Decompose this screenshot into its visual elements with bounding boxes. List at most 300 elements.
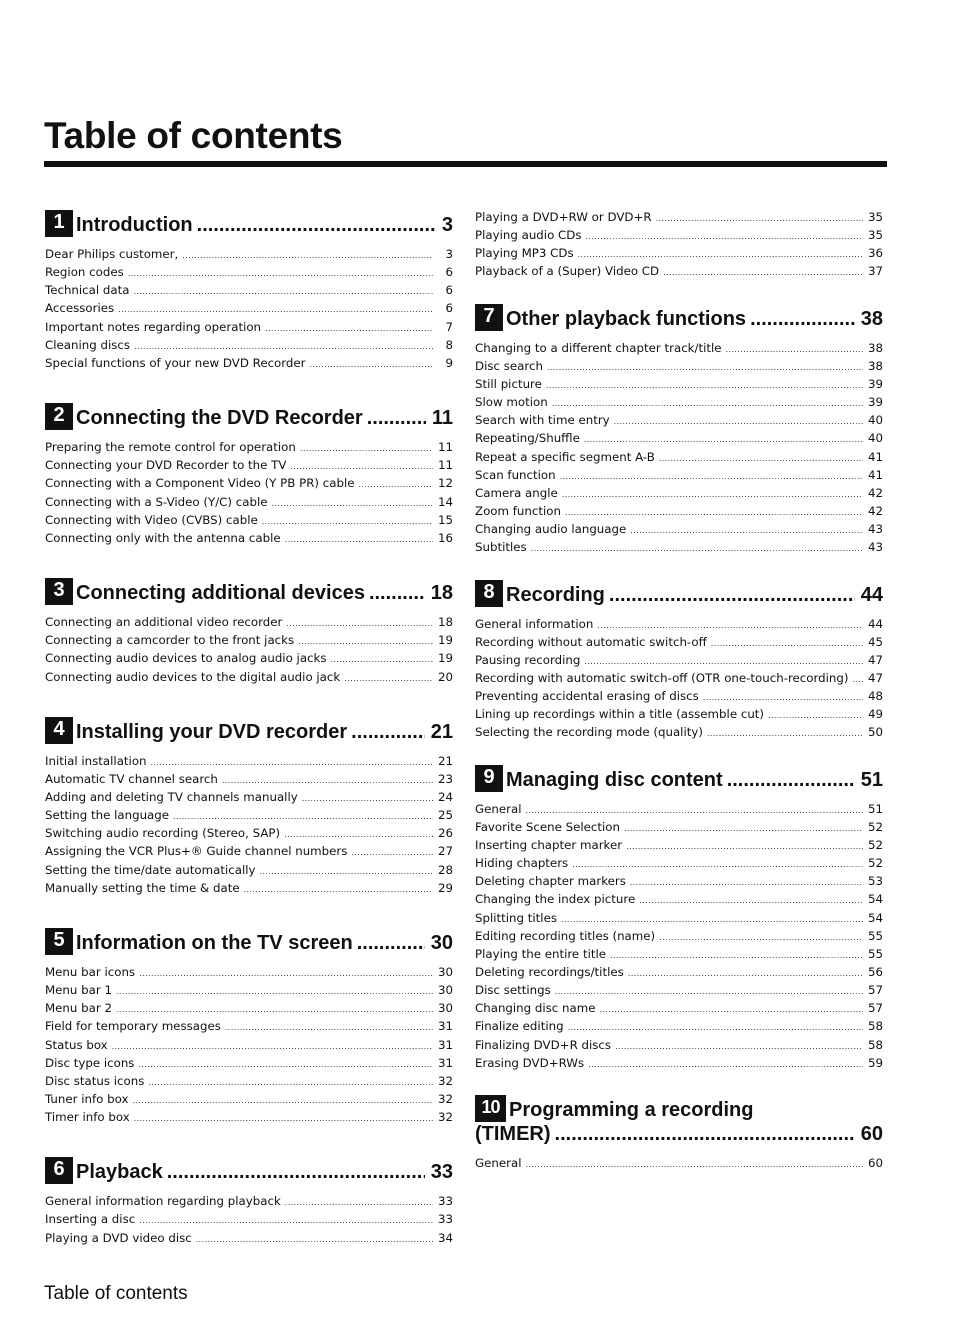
dot-leader [138, 1056, 433, 1073]
entry-page-number: 8 [445, 337, 453, 352]
entry-title: General [475, 1155, 522, 1170]
section-heading [475, 304, 883, 331]
entry-page-number: 38 [867, 340, 883, 355]
toc-entry [475, 1155, 883, 1173]
dot-leader [112, 1038, 433, 1055]
toc-entry [45, 1230, 453, 1248]
entry-title: Playing the entire title [475, 946, 607, 961]
entry-page-number: 29 [437, 880, 453, 895]
toc-entry [475, 706, 883, 724]
toc-entry [45, 880, 453, 898]
toc-entry [475, 263, 883, 281]
entry-page-number: 53 [867, 874, 883, 889]
entry-title: Connecting only with the antenna cable [45, 530, 281, 545]
dot-leader [222, 772, 433, 789]
chapter-number-badge: 10 [475, 1095, 506, 1122]
entry-page-number: 32 [437, 1092, 453, 1106]
entry-page-number: 43 [867, 540, 883, 555]
dot-leader [134, 283, 434, 300]
toc-entry [475, 688, 883, 706]
entry-page-number: 31 [437, 1037, 453, 1052]
dot-leader [546, 377, 863, 394]
toc-entry [45, 1211, 453, 1229]
entry-page-number: 41 [867, 449, 883, 464]
chapter-number-badge: 1 [45, 210, 73, 237]
toc-section [45, 403, 453, 548]
entry-page-number: 6 [445, 283, 453, 298]
entry-page-number: 40 [867, 431, 883, 446]
entry-title: Connecting with Video (CVBS) cable [45, 512, 258, 527]
toc-entry [475, 837, 883, 855]
toc-entry [475, 412, 883, 430]
toc-entry [475, 1055, 883, 1073]
entry-title: Switching audio recording (Stereo, SAP) [45, 826, 281, 841]
dot-leader [331, 651, 433, 668]
entry-page-number: 48 [867, 689, 883, 704]
entry-page-number: 19 [437, 651, 453, 666]
dot-leader [225, 1019, 433, 1036]
toc-entry [475, 891, 883, 909]
entry-page-number: 30 [437, 964, 453, 979]
toc-entry [475, 928, 883, 946]
dot-leader [173, 808, 433, 825]
toc-entry [45, 439, 453, 457]
dot-leader [526, 1156, 864, 1173]
section-heading-line [475, 1095, 883, 1122]
section-heading [475, 765, 883, 792]
entry-title: Technical data [45, 283, 130, 298]
toc-entry [45, 669, 453, 687]
chapter-number-badge: 3 [45, 578, 73, 605]
toc-entry [45, 512, 453, 530]
entry-page-number: 35 [867, 228, 883, 243]
page-title: Table of contents [44, 115, 343, 156]
dot-leader [597, 617, 863, 634]
chapter-number-badge: 2 [45, 403, 73, 430]
section-heading [45, 403, 453, 430]
entry-page-number: 27 [437, 844, 453, 859]
entry-title: Region codes [45, 265, 124, 280]
dot-leader [134, 338, 433, 355]
dot-leader [526, 802, 864, 819]
entry-page-number: 6 [445, 301, 453, 316]
toc-entry [45, 1109, 453, 1127]
dot-leader [639, 892, 863, 909]
toc-entry [45, 246, 453, 264]
toc-entry [475, 964, 883, 982]
toc-entry [475, 982, 883, 1000]
section-page-number: 3 [441, 214, 453, 236]
dot-leader [630, 522, 863, 539]
dot-leader [531, 540, 863, 557]
section-title: Programming a recording [509, 1098, 754, 1121]
entry-title: Search with time entry [475, 413, 610, 428]
toc-entry [45, 753, 453, 771]
entry-title: Selecting the recording mode (quality) [475, 725, 703, 740]
entry-page-number: 58 [867, 1037, 883, 1052]
entry-title: Recording with automatic switch-off (OTR one-touch-recording) [475, 670, 849, 685]
entry-page-number: 59 [867, 1055, 883, 1070]
toc-entry [475, 1037, 883, 1055]
section-page-number: 11 [431, 407, 453, 430]
toc-entry [475, 652, 883, 670]
entry-title: Connecting audio devices to analog audio jacks [45, 651, 327, 666]
section-page-number: 38 [860, 307, 883, 330]
dot-leader [167, 1160, 425, 1184]
entry-page-number: 52 [867, 819, 883, 834]
entry-title: Favorite Scene Selection [475, 819, 620, 834]
dot-leader [369, 581, 425, 605]
title-rule [44, 161, 887, 167]
dot-leader [568, 1019, 863, 1036]
entry-page-number: 45 [867, 634, 883, 649]
toc-entry [475, 539, 883, 557]
dot-leader [128, 265, 433, 282]
entry-title: Automatic TV channel search [45, 771, 218, 786]
entry-page-number: 35 [867, 210, 883, 224]
dot-leader [630, 874, 863, 891]
toc-entry [475, 634, 883, 652]
toc-entry [475, 358, 883, 376]
toc-entry [475, 1000, 883, 1018]
entry-page-number: 6 [445, 265, 453, 280]
dot-leader [628, 965, 863, 982]
entry-title: General information [475, 616, 594, 631]
entry-page-number: 44 [867, 616, 883, 631]
dot-leader [727, 768, 855, 792]
dot-leader [614, 413, 863, 430]
toc-entry [475, 227, 883, 245]
section-heading [45, 578, 453, 605]
section-heading [475, 580, 883, 607]
dot-leader [302, 790, 433, 807]
dot-leader [750, 307, 855, 331]
entry-title: Preparing the remote control for operation [45, 440, 296, 455]
entry-title: Deleting chapter markers [475, 874, 626, 889]
entry-page-number: 52 [867, 856, 883, 871]
dot-leader [624, 820, 863, 837]
entry-title: Connecting a camcorder to the front jacks [45, 633, 295, 648]
toc-entry [45, 789, 453, 807]
chapter-number-badge: 5 [45, 928, 73, 955]
entry-page-number: 60 [867, 1155, 883, 1170]
toc-entry [475, 1018, 883, 1036]
section-title: Information on the TV screen [76, 931, 353, 954]
dot-leader [244, 881, 433, 898]
toc-entry [45, 300, 453, 318]
entry-title: Playing a DVD+RW or DVD+R [475, 210, 652, 224]
entry-title: Adding and deleting TV channels manually [45, 789, 298, 804]
entry-title: General [475, 801, 522, 816]
entry-page-number: 41 [867, 467, 883, 482]
entry-title: Initial installation [45, 753, 147, 768]
toc-entry [45, 650, 453, 668]
toc-entry [475, 467, 883, 485]
entry-page-number: 32 [437, 1073, 453, 1088]
dot-leader [310, 356, 433, 373]
entry-page-number: 43 [867, 522, 883, 537]
entry-title: Disc settings [475, 983, 551, 998]
entry-page-number: 56 [867, 965, 883, 979]
entry-title: Special functions of your new DVD Recorder [45, 355, 306, 370]
dot-leader [584, 653, 863, 670]
entry-title: Connecting an additional video recorder [45, 615, 283, 630]
dot-leader [285, 1194, 433, 1211]
entry-title: Recording without automatic switch-off [475, 634, 707, 649]
dot-leader [659, 450, 863, 467]
toc-entry [475, 873, 883, 891]
toc-entry [45, 337, 453, 355]
dot-leader [711, 635, 863, 652]
dot-leader [265, 320, 433, 337]
toc-entry [475, 209, 883, 227]
dot-leader [703, 689, 863, 706]
entry-page-number: 7 [445, 319, 453, 334]
toc-entry [475, 503, 883, 521]
entry-page-number: 36 [867, 246, 883, 261]
dot-leader [351, 844, 433, 861]
section-page-number: 51 [860, 768, 883, 791]
entry-title: Status box [45, 1037, 108, 1052]
entry-title: Manually setting the time & date [45, 880, 240, 895]
entry-title: Connecting with a Component Video (Y PB PR) cable [45, 476, 355, 491]
dot-leader [197, 213, 436, 237]
dot-leader [298, 633, 433, 650]
entry-title: Lining up recordings within a title (assemble cut) [475, 707, 765, 722]
entry-page-number: 31 [437, 1019, 453, 1034]
section-title: Other playback functions [506, 307, 747, 330]
toc-entry [45, 282, 453, 300]
entry-page-number: 30 [437, 1001, 453, 1016]
section-page-number: 30 [430, 931, 453, 954]
toc-entry [45, 457, 453, 475]
entry-title: Menu bar 2 [45, 1001, 112, 1016]
toc-entry [45, 1000, 453, 1018]
section-heading [45, 1157, 453, 1184]
dot-leader [572, 856, 863, 873]
entry-page-number: 42 [867, 504, 883, 519]
section-heading [45, 717, 453, 744]
entry-title: Inserting chapter marker [475, 837, 623, 852]
dot-leader [561, 911, 863, 928]
dot-leader [118, 301, 433, 318]
entry-page-number: 24 [437, 789, 453, 804]
entry-page-number: 47 [867, 670, 883, 685]
entry-title: Disc search [475, 358, 543, 373]
entry-page-number: 30 [437, 983, 453, 998]
dot-leader [562, 486, 863, 503]
dot-leader [286, 615, 433, 632]
section-heading-line [475, 1122, 883, 1146]
dot-leader [615, 1038, 863, 1055]
entry-page-number: 16 [437, 530, 453, 545]
dot-leader [357, 931, 425, 955]
entry-title: Playing audio CDs [475, 228, 582, 243]
dot-leader [610, 947, 863, 964]
dot-leader [626, 838, 863, 855]
toc-section [45, 1157, 453, 1247]
entry-title: Changing disc name [475, 1001, 596, 1016]
entry-title: Field for temporary messages [45, 1019, 221, 1034]
section-title: (TIMER) [475, 1122, 551, 1145]
entry-page-number: 50 [867, 725, 883, 740]
entry-title: Zoom function [475, 504, 561, 519]
toc-section [45, 210, 453, 373]
entry-title: Scan function [475, 467, 556, 482]
dot-leader [367, 406, 426, 430]
toc-entry [475, 245, 883, 263]
dot-leader [560, 468, 863, 485]
dot-leader [659, 929, 863, 946]
toc-entry [475, 340, 883, 358]
entry-page-number: 15 [437, 512, 453, 527]
toc-entry [45, 632, 453, 650]
entry-page-number: 9 [445, 355, 453, 370]
entry-title: Finalizing DVD+R discs [475, 1037, 612, 1052]
section-page-number: 44 [860, 583, 883, 606]
entry-page-number: 33 [437, 1212, 453, 1227]
toc-section [475, 304, 883, 558]
toc-entry [475, 485, 883, 503]
section-title: Connecting the DVD Recorder [76, 407, 363, 430]
toc-entry [45, 355, 453, 373]
toc-entry [45, 771, 453, 789]
dot-leader [707, 725, 863, 742]
toc-entry [45, 1055, 453, 1073]
entry-page-number: 42 [867, 485, 883, 500]
dot-leader [600, 1001, 863, 1018]
entry-page-number: 11 [437, 440, 453, 455]
entry-page-number: 19 [437, 633, 453, 648]
entry-title: Disc status icons [45, 1073, 145, 1088]
dot-leader [300, 440, 433, 457]
section-title: Connecting additional devices [76, 582, 365, 605]
dot-leader [139, 1212, 433, 1229]
dot-leader [116, 1001, 433, 1018]
entry-page-number: 39 [867, 376, 883, 391]
entry-page-number: 54 [867, 892, 883, 907]
entry-title: Pausing recording [475, 652, 581, 667]
dot-leader [134, 1110, 433, 1127]
entry-page-number: 32 [437, 1110, 453, 1125]
toc-entry [45, 614, 453, 632]
section-page-number: 33 [430, 1161, 453, 1184]
section-page-number: 18 [430, 582, 453, 605]
entry-title: Playback of a (Super) Video CD [475, 264, 660, 279]
entry-title: Deleting recordings/titles [475, 965, 624, 979]
entry-title: Setting the time/date automatically [45, 862, 256, 877]
chapter-number-badge: 9 [475, 765, 503, 792]
toc-entry [475, 724, 883, 742]
toc-entry [45, 862, 453, 880]
entry-title: Finalize editing [475, 1019, 564, 1034]
chapter-number-badge: 6 [45, 1157, 73, 1184]
toc-entry [45, 807, 453, 825]
entry-title: Setting the language [45, 808, 170, 823]
entry-title: Connecting audio devices to the digital audio jack [45, 669, 341, 684]
toc-entry [45, 1091, 453, 1109]
dot-leader [555, 1122, 855, 1146]
dot-leader [586, 228, 863, 245]
entry-title: Connecting with a S-Video (Y/C) cable [45, 494, 268, 509]
entry-title: Connecting your DVD Recorder to the TV [45, 458, 287, 473]
dot-leader [656, 210, 863, 227]
entry-page-number: 40 [867, 413, 883, 428]
entry-title: Menu bar icons [45, 964, 136, 979]
dot-leader [284, 826, 433, 843]
entry-title: Dear Philips customer, [45, 247, 179, 261]
dot-leader [351, 720, 425, 744]
entry-page-number: 14 [437, 494, 453, 509]
entry-page-number: 18 [437, 615, 453, 630]
toc-section [475, 1095, 883, 1173]
toc-section [475, 580, 883, 743]
toc-entry [45, 982, 453, 1000]
dot-leader [182, 247, 433, 264]
entry-title: Inserting a disc [45, 1212, 136, 1227]
dot-leader [555, 983, 863, 1000]
entry-page-number: 34 [437, 1230, 453, 1245]
toc-entry [45, 843, 453, 861]
dot-leader [116, 983, 433, 1000]
entry-title: Repeat a specific segment A-B [475, 449, 655, 464]
section-page-number: 21 [430, 720, 453, 743]
entry-title: Menu bar 1 [45, 983, 112, 998]
entry-page-number: 58 [867, 1019, 883, 1034]
entry-title: Still picture [475, 376, 542, 391]
toc-entry [45, 475, 453, 493]
toc-entry [475, 394, 883, 412]
entry-title: Subtitles [475, 540, 527, 555]
toc-entry [475, 819, 883, 837]
entry-page-number: 21 [437, 753, 453, 768]
entry-page-number: 33 [437, 1194, 453, 1209]
toc-entry [475, 449, 883, 467]
dot-leader [565, 504, 863, 521]
section-title: Recording [506, 583, 605, 606]
entry-title: Repeating/Shuffle [475, 431, 580, 446]
toc-entry [45, 1037, 453, 1055]
dot-leader [196, 1231, 433, 1248]
entry-title: Erasing DVD+RWs [475, 1055, 585, 1070]
dot-leader [768, 707, 863, 724]
section-title: Playback [76, 1161, 163, 1184]
toc-entry [45, 494, 453, 512]
toc-entry [475, 670, 883, 688]
toc-entry [45, 264, 453, 282]
entry-page-number: 57 [867, 1001, 883, 1016]
section-title: Installing your DVD recorder [76, 720, 348, 743]
entry-page-number: 49 [867, 707, 883, 722]
toc-section [45, 578, 453, 687]
entry-title: Preventing accidental erasing of discs [475, 689, 699, 704]
dot-leader [132, 1092, 433, 1109]
entry-title: Cleaning discs [45, 337, 131, 352]
toc-left-column [45, 210, 453, 1248]
entry-page-number: 39 [867, 395, 883, 410]
entry-title: Accessories [45, 301, 115, 316]
entry-title: Changing the index picture [475, 892, 636, 907]
dot-leader [663, 264, 863, 281]
entry-title: Important notes regarding operation [45, 319, 262, 334]
toc-entry [475, 946, 883, 964]
entry-page-number: 31 [437, 1055, 453, 1070]
dot-leader [853, 671, 864, 688]
entry-page-number: 55 [867, 928, 883, 943]
section-heading [45, 928, 453, 955]
page-footer: Table of contents [44, 1283, 188, 1304]
entry-title: Assigning the VCR Plus+® Guide channel numbers [45, 844, 348, 859]
